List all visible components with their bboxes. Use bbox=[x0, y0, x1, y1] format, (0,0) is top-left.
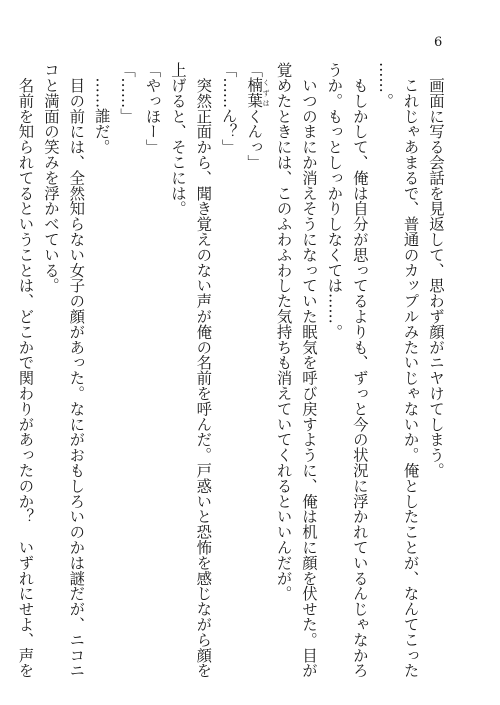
text-line: もしかして、俺は自分が思ってるよりも、ずっと今の状況に浮かれているんじゃなかろ bbox=[350, 62, 369, 678]
text-line: 名前を知られてるということは、どこかで関わりがあったのか？ いずれにせよ、声を bbox=[16, 62, 35, 678]
text-line: 突然正面から、聞き覚えのない声が俺の名前を呼んだ。戸惑いと恐怖を感じながら顔を bbox=[194, 62, 213, 678]
dialogue-line bbox=[241, 62, 270, 652]
vertical-text-body bbox=[12, 62, 448, 678]
text-line: 画面に写る会話を見返して、思わず顔がニヤけてしまう。 bbox=[427, 62, 445, 478]
text-line: コと満面の笑みを浮かべている。 bbox=[41, 62, 60, 293]
text-line: 「……ん？」 bbox=[219, 62, 238, 155]
character-name-ruby: くずは bbox=[262, 77, 271, 109]
page-number: 6 bbox=[434, 35, 443, 50]
character-name: 楠葉 くずは bbox=[245, 77, 271, 109]
text-line: いつのまにか消えそうになっていた眠気を呼び戻すように、俺は机に顔を伏せた。目が bbox=[299, 62, 318, 678]
text-line: 覚めたときには、このふわふわした気持ちも消えていてくれるといいんだが。 bbox=[274, 62, 293, 601]
text-line: うか。もっとしっかりしなくては……。 bbox=[325, 62, 344, 340]
text-line: 「……」 bbox=[118, 62, 137, 124]
dialogue-rest: くんっ」 bbox=[245, 108, 264, 170]
text-line: 「やっほー」 bbox=[143, 62, 162, 155]
text-line: これじゃあまるで、普通のカップルみたいじゃないか。俺としたことが、なんてこった bbox=[401, 62, 420, 678]
text-line: ……誰だ。 bbox=[92, 62, 111, 155]
dialogue-open-bracket: 「 bbox=[245, 62, 264, 78]
text-line: ……。 bbox=[376, 62, 395, 109]
text-line: 目の前には、全然知らない女子の顔があった。なにがおもしろいのかは謎だが、ニコニ bbox=[67, 62, 86, 678]
text-line: 上げると、そこには。 bbox=[168, 62, 187, 216]
